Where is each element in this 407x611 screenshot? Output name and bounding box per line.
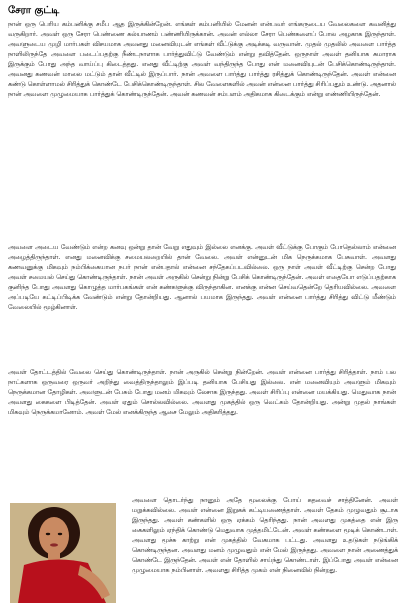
story-paragraph-4: அவளை தொடர்ந்து நானும் அதே மூலைக்கு போய் கதவைச் சாத்தினேன். அவள் மறுக்கவில்லை. அவள் என்னை இறுகக் கட்டியணைத்தாள். அவள் தேகம் முழுவதும் சூடாக இருந்தது. அவள் கண்களில் ஒரு ஏக்கம் தெரிந்தது. நான் அவளது முகத்தை என் இரு கைகளிலும் ஏந்திக் கொண்டு மெதுவாக முத்தமிட்டேன். அவள் கண்களை மூடிக் கொண்டாள். அவளது மூச்சு காற்று என் முகத்தில் வேகமாக பட்டது. அவளது உதடுகள் நடுங்கிக் கொண்டிருந்தன. அவளது மனம் முழுவதும் என் மேல் இருந்தது. அவளை நான் அணைத்துக் கொண்டே இருந்தேன். அவள் என் தோளில் சாய்ந்து கொண்டாள். இப்போது அவள் என்னை முழுமையாக நம்பினாள். அவளது சிரித்த முகம் என் நினைவில் நின்றது. [132,497,398,574]
story-title: சேரா குட்டி [8,5,60,16]
story-paragraph-2: அவளை அடைய வேண்டும் என்ற கனவு ஒன்று தான் வேறு எதுவும் இல்லை எனக்கு. அவள் வீட்டுக்கு போகும் போதெல்லாம் என்னை அழைத்திருந்தாள். எனது மனைவிக்கு சமையலறையில் தான் வேலை. அவள் என்னுடன் மிக நெருக்கமாக பேசுவாள். அவளது கணவனுக்கு மிகவும் நம்பிக்கையான நபர் நான் என்பதால் என்னை சந்தேகப்படவில்லை. ஒரு நாள் அவள் வீட்டிற்கு சென்ற போது அவள் சமையல் செய்து கொண்டிருந்தாள். நான் அவள் அருகில் சென்று நின்று பேசிக் கொண்டிருந்தேன். அவள் எதையோ எடுப்பதற்காக குனிந்த போது அவளது கொழுத்த மார்பகங்கள் என் கண்களுக்கு விருந்தாகின. எனக்கு என்ன செய்வதென்றே தெரியவில்லை. அவளை அப்படியே கட்டிப்பிடிக்க வேண்டும் என்று தோன்றியது. ஆனால் பயமாக இருந்தது. அவள் என்னை பார்த்து சிரித்து விட்டு மீண்டும் வேலையில் மூழ்கினாள். [8,244,396,311]
story-paragraph-1: நான் ஒரு பெரிய கம்பனிக்கு சமீப ஆத இருக்கின்றேன். எங்கள் கம்பனியில் மேனன் என்பவர் எங்கருடைய வேலைகளை கவனித்து வருகிறார். அவள் ஒரு சேரா பெண்ணை கல்யாணம் பண்ணியிருக்கான். அவன் எல்லா சேரா பெண்களைப் போல அழகாக இருந்தாள். அவளுடைய முழி மார்பகள் விசயமாக அவனது மனைவியுடன் எங்கள் வீட்டுக்கு அடிக்கடி வருவான். முதல் முதலில் அவளை பார்த்த நாளிலிருந்தே அவளை படைப்பதற்கு நீண்டநாளாக பார்த்துவிட்டு வேண்டும் என்று தவித்தேன். ஒருநாள் அவள் தனியாக சுமாராக இருக்கும் போது அந்த வாய்ப்பு கிடைத்தது. எனது வீட்டிற்கு அவள் வந்திருந்த போது என் மனைவியுடன் பேசிக்கொண்டிருந்தாள். அவனது கணவன் மாலை மட்டும் தான் வீட்டில் இருப்பார். நான் அவளை பார்த்து பார்த்து ரசித்துக் கொண்டிருந்தேன். அவள் என்னை கண்டு கொள்ளாமல் சிரித்துக் கொண்டே பேசிக்கொண்டிருந்தாள். சில வேளைகளில் அவன் என்னை பார்த்து சிரிப்பதும் உண்டு. அதனால் நான் அவளை முழுமையாக பார்த்துக் கொண்டிருந்தேன். அவன் கணவன் சம்பளம் அதிகமாக கிடைக்கும் என்று எண்ணியிருந்தேன். [8,21,396,98]
story-photo [10,503,116,603]
woman-photo-illustration [10,503,116,603]
story-paragraph-3: அவள் தோட்டத்தில் வேலை செய்து கொண்டிருந்தாள். நான் அருகில் சென்று நின்றேன். அவள் என்னை பார்த்து சிரித்தாள். நாம் பல நாட்களாக ஒருவரை ஒருவர் அறிந்து வைத்திருந்தாலும் இப்படி தனியாக பேசியது இல்லை. என் மனைவியும் அவளும் மிகவும் நெருக்கமான தோழிகள். அவளுடன் பேசும் போது மனம் மிகவும் லேசாக இருந்தது. அவள் சிரிப்பு என்னை மயக்கியது. மெதுவாக நான் அவளது கைகளை பிடித்தேன். அவள் ஏதும் சொல்லவில்லை. அவளது முகத்தில் ஒரு வெட்கம் தோன்றியது. அன்று முதல் நாங்கள் மிகவும் நெருக்கமானோம். அவள் மேல் எனக்கிருந்த ஆசை மேலும் அதிகரித்தது. [8,369,396,416]
